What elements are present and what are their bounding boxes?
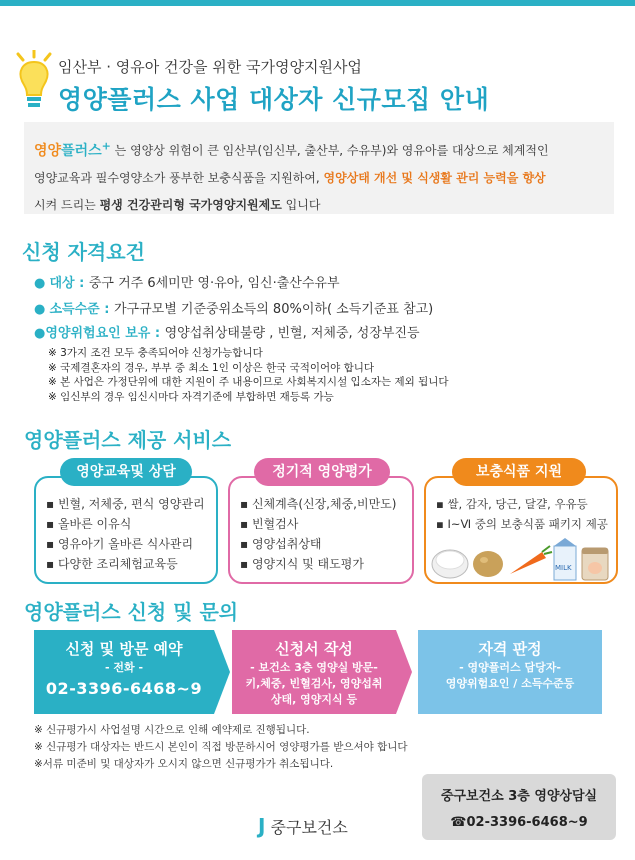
step-title: 신청서 작성 xyxy=(275,640,353,658)
step-sub: - 영양플러스 담당자- xyxy=(459,661,561,674)
step-phone: 02-3396-6468~9 xyxy=(45,679,203,698)
rice-icon xyxy=(432,550,468,578)
top-border xyxy=(0,0,635,6)
contact-box xyxy=(422,774,616,840)
service-item: ▪ 올바른 이유식 xyxy=(46,514,210,534)
services-title: 영양플러스 제공 서비스 xyxy=(24,428,232,452)
service-head-education: 영양교육및 상담 xyxy=(60,458,192,486)
step-judge xyxy=(418,630,602,714)
apply-title: 영양플러스 신청 및 문의 xyxy=(24,600,239,624)
formula-can-icon xyxy=(582,548,608,580)
intro-line-3: 시켜 드리는 평생 건강관리형 국가영양지원제도 입니다 xyxy=(34,197,321,212)
footer-org: 중구보건소 xyxy=(270,818,348,837)
step-form xyxy=(232,630,396,714)
brand-logo-text: 영양플러스+ xyxy=(34,139,111,159)
page-title: 영양플러스 사업 대상자 신규모집 안내 xyxy=(58,85,490,114)
step-sub: - 전화 - xyxy=(104,661,144,674)
contact-place: 중구보건소 3층 영양상담실 xyxy=(440,789,598,804)
eligibility-note: ※ 본 사업은 가정단위에 대한 지원이 주 내용이므로 사회복지시설 입소자는 제외 됩니다 xyxy=(48,376,449,388)
service-item: ▪ 빈혈, 저체중, 편식 영양관리 xyxy=(46,494,210,514)
food-illustrations xyxy=(430,538,616,582)
header-subtitle: 임산부 · 영유아 건강을 위한 국가영양지원사업 xyxy=(58,58,362,76)
service-item: ▪ Ⅰ~Ⅵ 중의 보충식품 패키지 제공 xyxy=(436,514,610,534)
milk-icon xyxy=(554,538,576,580)
service-item: ▪ 빈혈검사 xyxy=(240,514,406,534)
step-reserve xyxy=(34,630,214,714)
criteria-target: ● 대상 : 중구 거주 6세미만 영·유아, 임신·출산수유부 xyxy=(34,276,340,291)
step-title: 신청 및 방문 예약 xyxy=(65,640,183,658)
milk-label: MILK xyxy=(555,564,572,572)
criteria-income: ● 소득수준 : 가구규모별 기준중위소득의 80%이하( 소득기준표 참고) xyxy=(34,302,434,317)
step-desc: 영양위험요인 / 소득수준등 xyxy=(445,677,575,690)
junggu-logo-icon: J xyxy=(258,814,266,838)
service-item: ▪ 신체계측(신장,체중,비만도) xyxy=(240,494,406,514)
apply-note: ※ 신규평가 대상자는 반드시 본인이 직접 방문하시어 영양평가를 받으셔야 합니다 xyxy=(34,741,408,753)
criteria-risk: ●영양위험요인 보유 : 영양섭취상태불량 , 빈혈, 저체중, 성장부진등 xyxy=(34,326,420,341)
intro-box xyxy=(24,122,614,214)
eligibility-notes xyxy=(48,346,449,404)
service-head-assessment: 정기적 영양평가 xyxy=(254,458,390,486)
intro-line-1: 영양플러스+ 는 영양상 위험이 큰 임산부(임신부, 출산부, 수유부)와 영유아를 대상으로 체계적인 xyxy=(34,139,549,159)
arrow-step-2 xyxy=(396,630,412,714)
service-card-education xyxy=(34,476,218,584)
apply-note: ※서류 미준비 및 대상자가 오시지 않으면 신규평가가 취소됩니다. xyxy=(34,758,334,770)
lightbulb-icon xyxy=(14,50,54,112)
service-item: ▪ 영양지식 및 태도평가 xyxy=(240,554,406,574)
eligibility-note: ※ 3가지 조건 모두 충족되어야 신청가능합니다 xyxy=(48,347,263,359)
step-sub: - 보건소 3층 영양실 방문- xyxy=(250,661,378,674)
service-head-food: 보충식품 지원 xyxy=(452,458,586,486)
step-title: 자격 판정 xyxy=(478,640,542,658)
service-item: ▪ 쌀, 감자, 당근, 달걀, 우유등 xyxy=(436,494,610,514)
apply-note: ※ 신규평가시 사업설명 시간으로 인해 예약제로 진행됩니다. xyxy=(34,724,310,736)
service-card-assessment xyxy=(228,476,414,584)
eligibility-note: ※ 국제결혼자의 경우, 부부 중 최소 1인 이상은 한국 국적이어야 합니다 xyxy=(48,361,375,374)
step-desc: 상태, 영양지식 등 xyxy=(270,693,358,706)
intro-line-2: 영양교육과 필수영양소가 풍부한 보충식품을 지원하여, 영양상태 개선 및 식생활 관리 능력을 향상 xyxy=(34,170,546,185)
service-item: ▪ 영양섭취상태 xyxy=(240,534,406,554)
step-desc: 키,체중, 빈혈검사, 영양섭취 xyxy=(245,677,383,690)
potato-icon xyxy=(473,551,503,577)
apply-notes xyxy=(34,722,408,773)
eligibility-title: 신청 자격요건 xyxy=(22,240,145,264)
service-item: ▪ 영유아기 올바른 식사관리 xyxy=(46,534,210,554)
arrow-step-1 xyxy=(214,630,230,714)
carrot-icon xyxy=(510,546,552,574)
service-item: ▪ 다양한 조리체험교육등 xyxy=(46,554,210,574)
contact-phone: ☎02-3396-6468~9 xyxy=(450,815,588,830)
eligibility-note: ※ 임신부의 경우 임신시마다 자격기준에 부합하면 재등록 가능 xyxy=(48,390,334,403)
footer-logo xyxy=(258,814,348,838)
